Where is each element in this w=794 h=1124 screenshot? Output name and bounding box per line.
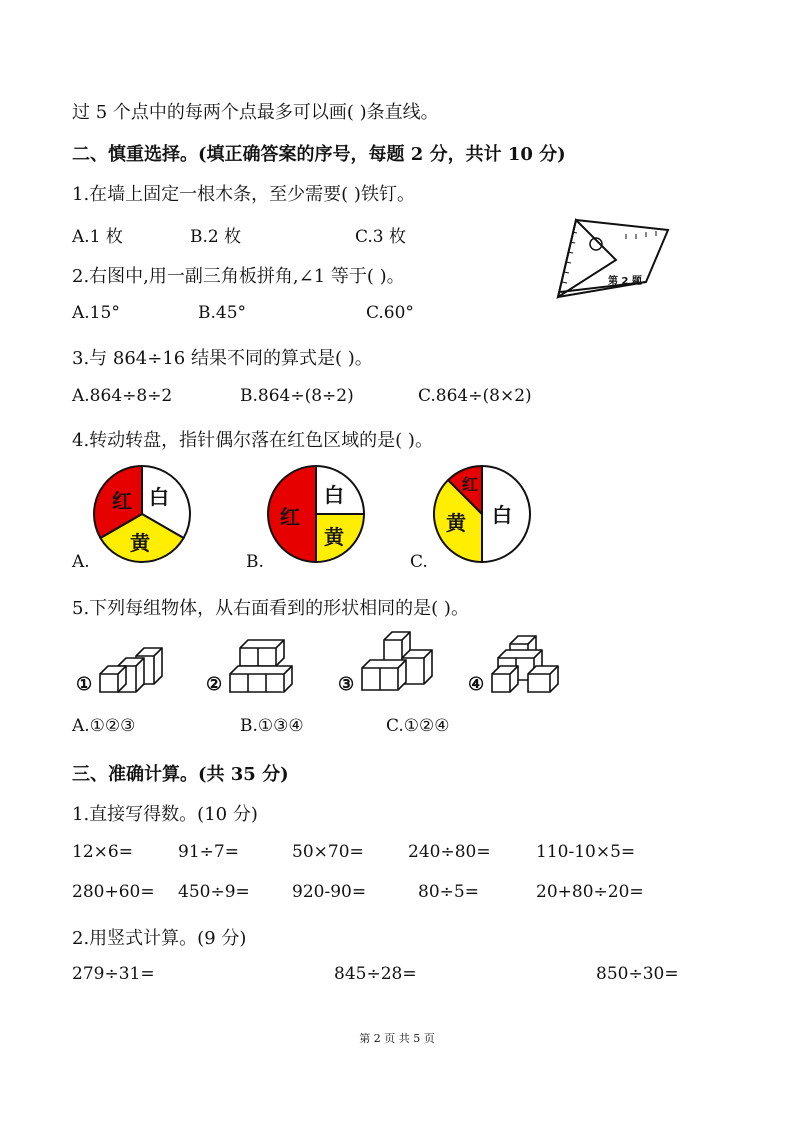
vertical-calc-item: 845÷28= (334, 964, 417, 984)
vertical-calc-item: 850÷30= (596, 964, 679, 984)
q5-option-b[interactable]: B.①③④ (240, 716, 304, 736)
q1-option-a[interactable]: A.1 枚 (72, 227, 123, 247)
question-points-lines: 过 5 个点中的每两个点最多可以画( )条直线。 (72, 102, 439, 123)
page-footer: 第 2 页 共 5 页 (359, 1032, 435, 1045)
spinner-c (432, 464, 532, 564)
oral-calc-item: 20+80÷20= (536, 882, 644, 902)
section-2-heading: 二、慎重选择。(填正确答案的序号，每题 2 分，共计 10 分) (72, 144, 566, 165)
q3-option-a[interactable]: A.864÷8÷2 (72, 386, 173, 406)
wheel-c-red-label: 红 (462, 475, 479, 494)
q5-label-1: ① (76, 674, 93, 695)
section-3-heading: 三、准确计算。(共 35 分) (72, 764, 289, 785)
oral-calc-item: 110-10×5= (536, 842, 636, 862)
wheel-b-yellow-label: 黄 (324, 525, 344, 549)
wheel-a-yellow-label: 黄 (130, 531, 150, 555)
calc-2-heading: 2.用竖式计算。(9 分) (72, 928, 247, 949)
oral-calc-item: 12×6= (72, 842, 133, 862)
spinner-a (92, 464, 192, 564)
q2-option-a[interactable]: A.15° (72, 303, 120, 323)
oral-calc-item: 450÷9= (178, 882, 250, 902)
oral-calc-item: 240÷80= (408, 842, 491, 862)
oral-calc-item: 920-90= (292, 882, 367, 902)
q4-option-a[interactable]: A. (72, 552, 90, 572)
wheel-c-yellow-label: 黄 (446, 511, 466, 535)
wheel-c-white-label: 白 (492, 503, 512, 527)
question-4: 4.转动转盘，指针偶尔落在红色区域的是( )。 (72, 430, 433, 451)
q1-option-b[interactable]: B.2 枚 (190, 227, 242, 247)
wheel-b-white-label: 白 (324, 483, 344, 507)
cube-group-4 (488, 632, 564, 694)
cube-group-3 (358, 630, 438, 692)
oral-calc-item: 80÷5= (418, 882, 479, 902)
question-5: 5.下列每组物体，从右面看到的形状相同的是( )。 (72, 598, 469, 619)
q5-label-4: ④ (468, 674, 485, 695)
q5-label-3: ③ (338, 674, 355, 695)
question-1: 1.在墙上固定一根木条，至少需要( )铁钉。 (72, 184, 415, 205)
q2-option-b[interactable]: B.45° (198, 303, 247, 323)
vertical-calc-item: 279÷31= (72, 964, 155, 984)
triangle-ruler-figure (556, 212, 671, 300)
question-2: 2.右图中,用一副三角板拼角,∠1 等于( )。 (72, 266, 405, 287)
calc-1-heading: 1.直接写得数。(10 分) (72, 804, 258, 825)
wheel-a-red-label: 红 (112, 489, 132, 513)
q1-option-c[interactable]: C.3 枚 (355, 227, 407, 247)
oral-calc-item: 50×70= (292, 842, 364, 862)
q4-option-b[interactable]: B. (246, 552, 264, 572)
q2-option-c[interactable]: C.60° (366, 303, 414, 323)
q5-option-c[interactable]: C.①②④ (386, 716, 450, 736)
oral-calc-item: 91÷7= (178, 842, 239, 862)
q3-option-b[interactable]: B.864÷(8÷2) (240, 386, 354, 406)
wheel-a-white-label: 白 (149, 485, 169, 509)
q5-label-2: ② (206, 674, 223, 695)
figure-label: 第 2 题 (608, 276, 642, 287)
cube-group-2 (226, 634, 298, 694)
wheel-b-red-label: 红 (280, 505, 300, 529)
spinner-b (266, 464, 366, 564)
question-3: 3.与 864÷16 结果不同的算式是( )。 (72, 348, 373, 369)
oral-calc-item: 280+60= (72, 882, 155, 902)
q3-option-c[interactable]: C.864÷(8×2) (418, 386, 532, 406)
q4-option-c[interactable]: C. (410, 552, 428, 572)
q5-option-a[interactable]: A.①②③ (72, 716, 136, 736)
cube-group-1 (96, 634, 168, 694)
